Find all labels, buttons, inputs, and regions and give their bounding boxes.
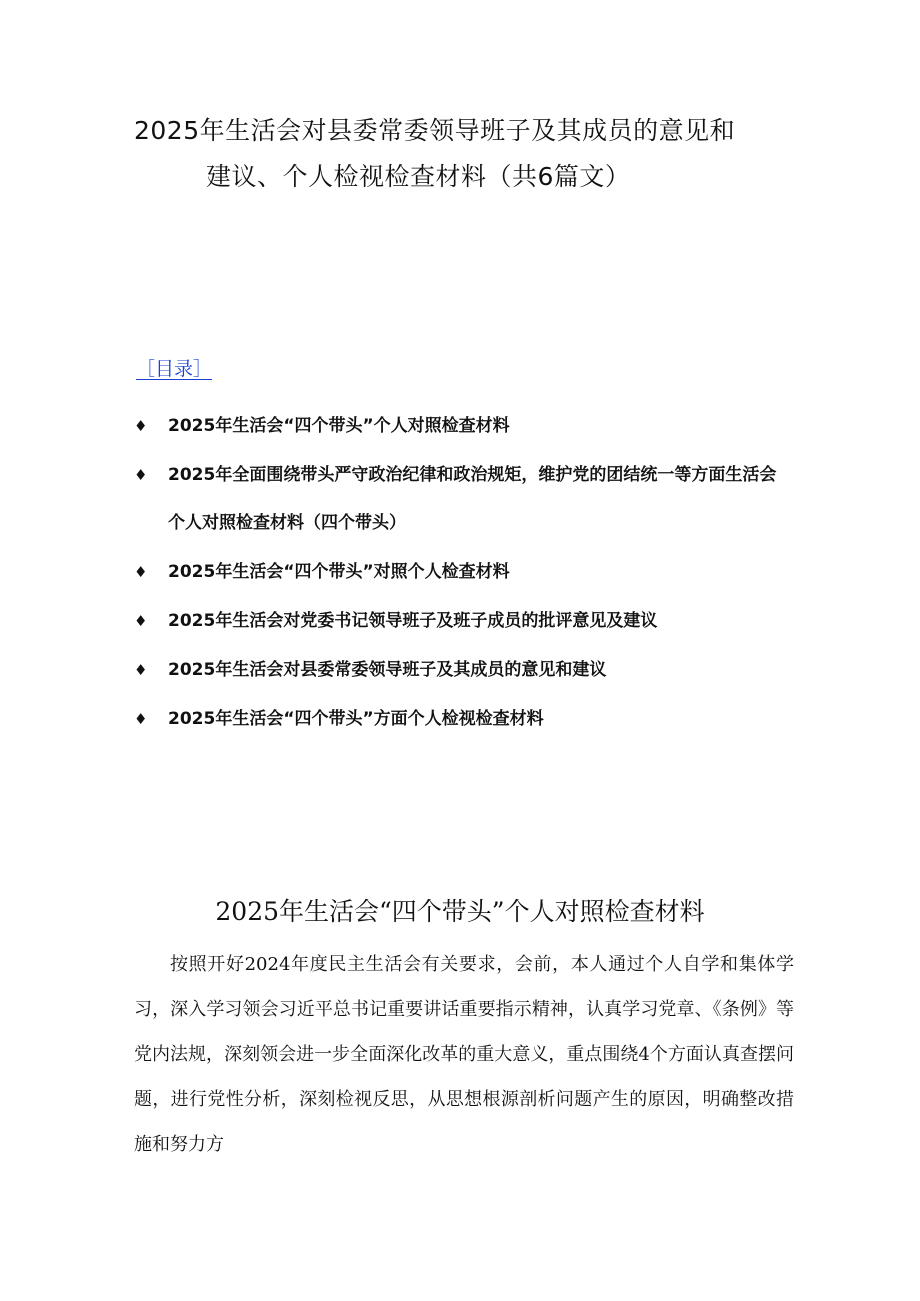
toc-item-6[interactable] bbox=[0, 695, 920, 743]
toc-item-3[interactable] bbox=[0, 548, 920, 596]
toc-item-4[interactable] bbox=[0, 597, 920, 645]
body-paragraph: 按照开好2024年度民主生活会有关要求，会前，本人通过个人自学和集体学习，深入学习领会习近平总书记重要讲话重要指示精神，认真学习党章、《条例》等党内法规，深刻领会进一步全面深化改革的重大意义，重点围绕4个方面认真查摆问题，进行党性分析，深刻检视反思，从思想根源剖析问题产生的原因，明确整改措施和努力方 bbox=[134, 954, 794, 1155]
toc-item-2[interactable] bbox=[0, 451, 920, 547]
table-of-contents-link[interactable]: ［目录］ bbox=[136, 358, 213, 380]
toc-item-label: 2025年生活会“四个带头”方面个人检视检查材料 bbox=[168, 709, 544, 729]
toc-item-1[interactable] bbox=[0, 402, 920, 450]
toc-item-label: 2025年全面围绕带头严守政治纪律和政治规矩，维护党的团结统一等方面生活会个人对照检查材料（四个带头） bbox=[168, 465, 777, 533]
toc-item-label: 2025年生活会对党委书记领导班子及班子成员的批评意见及建议 bbox=[168, 611, 658, 631]
diamond-bullet-icon: ♦ bbox=[134, 661, 148, 679]
toc-item-5[interactable] bbox=[0, 646, 920, 694]
toc-item-label: 2025年生活会“四个带头”对照个人检查材料 bbox=[168, 562, 510, 582]
document-title-line-2: 建议、个人检视检查材料（共6篇文） bbox=[206, 162, 631, 191]
section-title: 2025年生活会“四个带头”个人对照检查材料 bbox=[215, 897, 705, 926]
diamond-bullet-icon: ♦ bbox=[134, 710, 148, 728]
toc-item-label: 2025年生活会“四个带头”个人对照检查材料 bbox=[168, 416, 510, 436]
diamond-bullet-icon: ♦ bbox=[134, 612, 148, 630]
diamond-bullet-icon: ♦ bbox=[134, 417, 148, 435]
table-of-contents-list bbox=[0, 402, 920, 744]
diamond-bullet-icon: ♦ bbox=[134, 466, 148, 484]
diamond-bullet-icon: ♦ bbox=[134, 563, 148, 581]
toc-item-label: 2025年生活会对县委常委领导班子及其成员的意见和建议 bbox=[168, 660, 607, 680]
document-title-line-1: 2025年生活会对县委常委领导班子及其成员的意见和 bbox=[134, 116, 736, 145]
